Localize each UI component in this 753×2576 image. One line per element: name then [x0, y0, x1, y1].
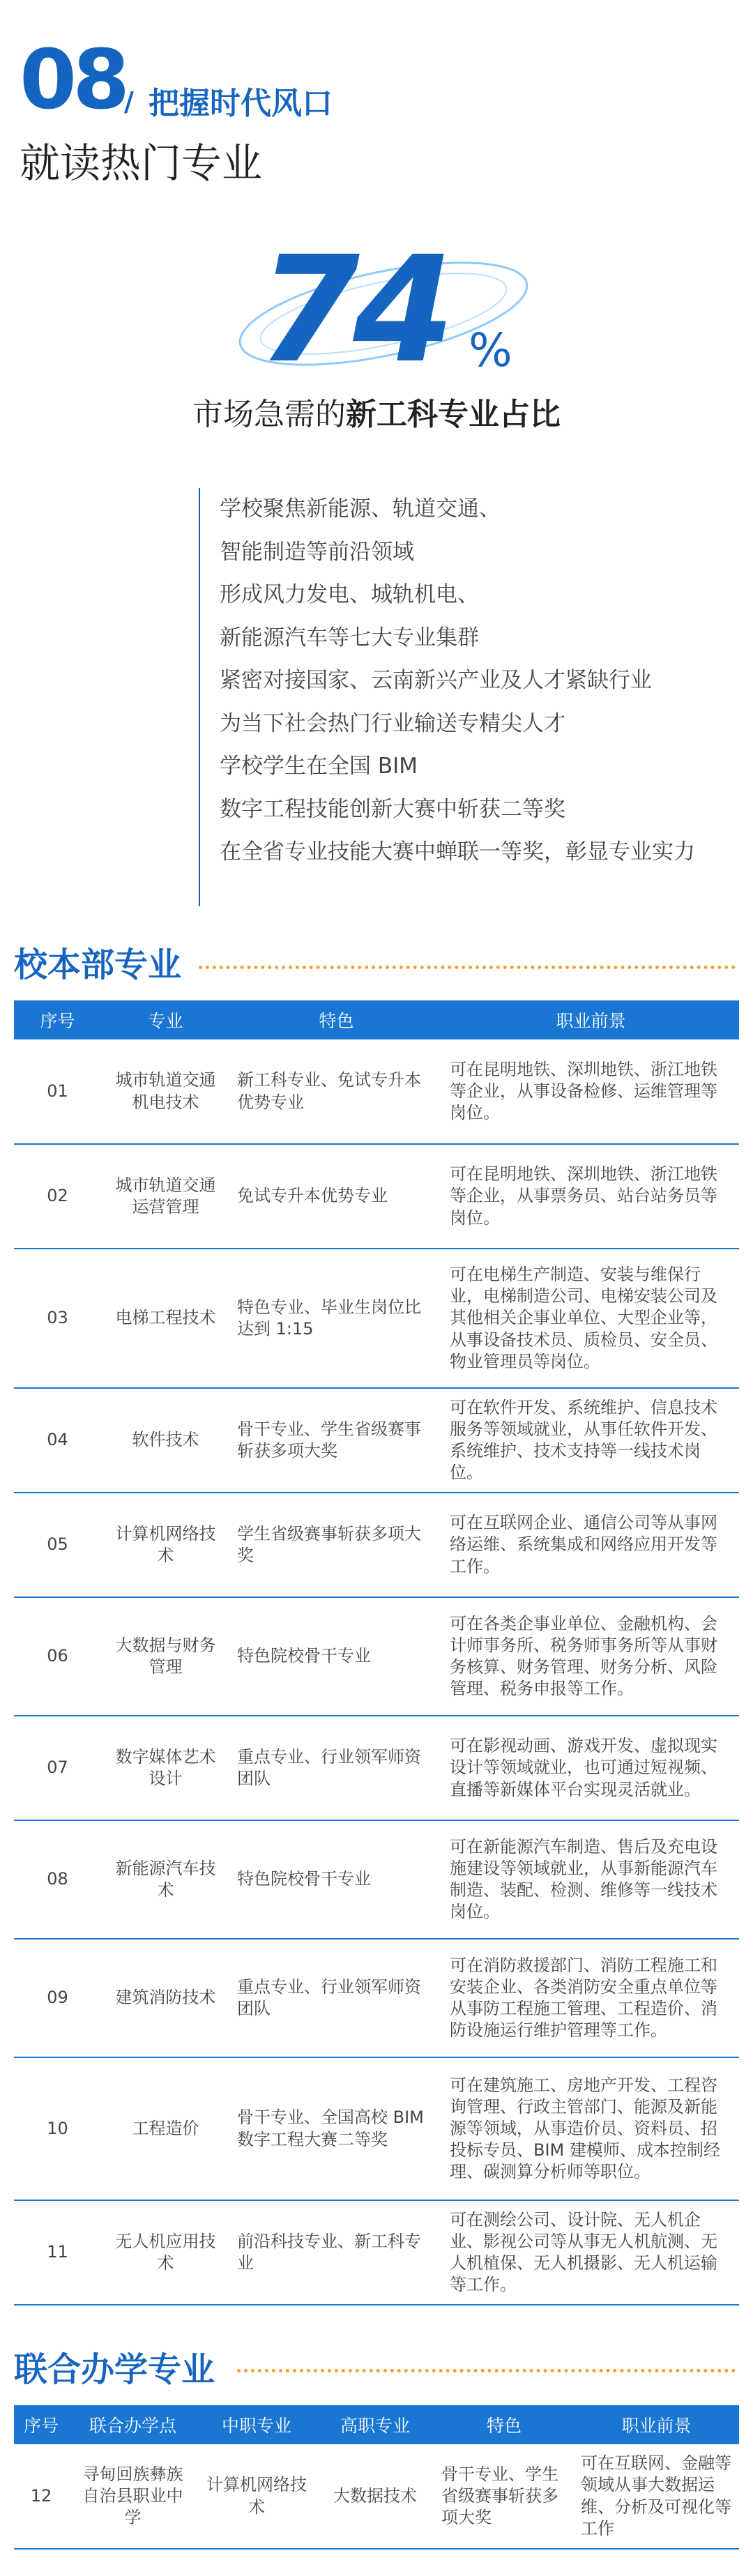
- col-header: 专业: [101, 1000, 230, 1039]
- major-name: 计算机网络技术: [101, 1493, 230, 1597]
- higher-major: 大数据技术: [316, 2444, 434, 2549]
- table-row: [14, 1939, 739, 2057]
- career-prospect: 可在昆明地铁、深圳地铁、浙江地铁等企业，从事设备检修、运维管理等岗位。: [443, 1039, 739, 1144]
- col-header: 高职专业: [316, 2405, 434, 2444]
- secondary-major: 计算机网络技术: [197, 2444, 316, 2549]
- section2-dots-divider: [237, 2369, 736, 2372]
- section2-title: 联合办学专业: [14, 2350, 215, 2389]
- section1-dots-divider: [199, 966, 736, 969]
- row-number: 09: [14, 1939, 101, 2057]
- major-feature: 特色专业、毕业生岗位比达到 1:15: [230, 1249, 443, 1388]
- table-row: [14, 1039, 739, 1144]
- slash-divider: /: [124, 86, 134, 117]
- career-prospect: 可在软件开发、系统维护、信息技术服务等领域就业，从事任软件开发、系统维护、技术支持等一线技术岗位。: [443, 1388, 739, 1493]
- section-number: 08: [20, 31, 126, 128]
- table-row: [14, 1716, 739, 1820]
- table-row: [14, 2057, 739, 2200]
- hero-caption: [0, 389, 753, 434]
- major-feature: 骨干专业、学生省级赛事斩获多项大奖: [230, 1388, 443, 1493]
- intro-line: 智能制造等前沿领域: [220, 539, 414, 565]
- col-header: 序号: [14, 1000, 101, 1039]
- col-header: 职业前景: [574, 2405, 739, 2444]
- career-prospect: 可在各类企事业单位、金融机构、会计师事务所、税务师事务所等从事财务核算、财务管理、财务分析、风险管理、税务申报等工作。: [443, 1597, 739, 1716]
- table-row: [14, 2200, 739, 2305]
- major-name: 工程造价: [101, 2057, 230, 2200]
- major-name: 建筑消防技术: [101, 1939, 230, 2057]
- major-name: 无人机应用技术: [101, 2200, 230, 2305]
- row-number: 12: [14, 2444, 68, 2549]
- row-number: 10: [14, 2057, 101, 2200]
- career-prospect: 可在昆明地铁、深圳地铁、浙江地铁等企业，从事票务员、站台站务员等岗位。: [443, 1144, 739, 1249]
- intro-line: 学校聚焦新能源、轨道交通、: [220, 496, 501, 521]
- table-row: [14, 1249, 739, 1388]
- row-number: 01: [14, 1039, 101, 1144]
- career-prospect: 可在影视动画、游戏开发、虚拟现实设计等领域就业，也可通过短视频、直播等新媒体平台实现灵活就业。: [443, 1716, 739, 1820]
- major-feature: 新工科专业、免试专升本优势专业: [230, 1039, 443, 1144]
- col-header: 特色: [434, 2405, 574, 2444]
- career-prospect: 可在消防救援部门、消防工程施工和安装企业、各类消防安全重点单位等从事防工程施工管理、工程造价、消防设施运行维护管理等工作。: [443, 1939, 739, 2057]
- col-header: 序号: [14, 2405, 68, 2444]
- intro-line: 数字工程技能创新大赛中斩获二等奖: [220, 796, 565, 822]
- section1-table: [14, 1000, 739, 2306]
- row-number: 11: [14, 2200, 101, 2305]
- major-name: 城市轨道交通运营管理: [101, 1144, 230, 1249]
- intro-line: 紧密对接国家、云南新兴产业及人才紧缺行业: [220, 668, 652, 693]
- row-number: 06: [14, 1597, 101, 1716]
- section2-table: [14, 2405, 739, 2550]
- major-feature: 学生省级赛事斩获多项大奖: [230, 1493, 443, 1597]
- major-feature: 骨干专业、全国高校 BIM 数字工程大赛二等奖: [230, 2057, 443, 2200]
- row-number: 04: [14, 1388, 101, 1493]
- intro-line: 学校学生在全国 BIM: [220, 754, 418, 779]
- table-row: [14, 1144, 739, 1249]
- page-header: [20, 31, 738, 206]
- row-number: 03: [14, 1249, 101, 1388]
- row-number: 07: [14, 1716, 101, 1820]
- table-row: [14, 1493, 739, 1597]
- section-title: 就读热门专业: [20, 139, 263, 187]
- major-feature: 免试专升本优势专业: [230, 1144, 443, 1249]
- major-name: 软件技术: [101, 1388, 230, 1493]
- percent-value: 74: [258, 224, 448, 395]
- section1-title: 校本部专业: [14, 945, 182, 984]
- major-name: 大数据与财务管理: [101, 1597, 230, 1716]
- hero-caption-prefix: 市场急需的: [192, 397, 346, 432]
- table-row: [14, 1388, 739, 1493]
- table-row: [14, 1597, 739, 1716]
- hero-caption-bold: 新工科专业占比: [346, 397, 561, 432]
- col-header: 联合办学点: [68, 2405, 197, 2444]
- partner-school: 寻甸回族彝族自治县职业中学: [68, 2444, 197, 2549]
- intro-text-block: [199, 488, 729, 906]
- major-name: 电梯工程技术: [101, 1249, 230, 1388]
- col-header: 职业前景: [443, 1000, 739, 1039]
- major-feature: 前沿科技专业、新工科专业: [230, 2200, 443, 2305]
- major-name: 城市轨道交通机电技术: [101, 1039, 230, 1144]
- intro-line: 在全省专业技能大赛中蝉联一等奖，彰显专业实力: [220, 839, 695, 864]
- career-prospect: 可在建筑施工、房地产开发、工程咨询管理、行政主管部门、能源及新能源等领域，从事造价员、资料员、招投标专员、BIM 建模师、成本控制经理、碳测算分析师等职位。: [443, 2057, 739, 2200]
- career-prospect: 可在互联网、金融等领域从事大数据运维、分析及可视化等工作: [574, 2444, 739, 2549]
- section1-table-header: [14, 1000, 739, 1039]
- row-number: 05: [14, 1493, 101, 1597]
- major-name: 新能源汽车技术: [101, 1820, 230, 1939]
- major-feature: 重点专业、行业领军师资团队: [230, 1716, 443, 1820]
- major-feature: 特色院校骨干专业: [230, 1597, 443, 1716]
- hero-stat: [0, 224, 753, 453]
- table-row: [14, 1820, 739, 1939]
- col-header: 特色: [230, 1000, 443, 1039]
- major-name: 数字媒体艺术设计: [101, 1716, 230, 1820]
- career-prospect: 可在新能源汽车制造、售后及充电设施建设等领域就业，从事新能源汽车制造、装配、检测、维修等一线技术岗位。: [443, 1820, 739, 1939]
- section2-table-header: [14, 2405, 739, 2444]
- major-feature: 骨干专业、学生省级赛事斩获多项大奖: [434, 2444, 574, 2549]
- career-prospect: 可在电梯生产制造、安装与维保行业，电梯制造公司、电梯安装公司及其他相关企事业单位、大型企业等，从事设备技术员、质检员、安全员、物业管理员等岗位。: [443, 1249, 739, 1388]
- career-prospect: 可在测绘公司、设计院、无人机企业、影视公司等从事无人机航测、无人机植保、无人机摄影、无人机运输等工作。: [443, 2200, 739, 2305]
- intro-line: 新能源汽车等七大专业集群: [220, 625, 479, 650]
- major-feature: 特色院校骨干专业: [230, 1820, 443, 1939]
- row-number: 02: [14, 1144, 101, 1249]
- percent-sign: %: [469, 323, 512, 377]
- table-row: [14, 2444, 739, 2549]
- section-subtitle: 把握时代风口: [149, 86, 333, 121]
- row-number: 08: [14, 1820, 101, 1939]
- col-header: 中职专业: [197, 2405, 316, 2444]
- intro-line: 为当下社会热门行业输送专精尖人才: [220, 710, 565, 736]
- intro-line: 形成风力发电、城轨机电、: [220, 582, 479, 607]
- career-prospect: 可在互联网企业、通信公司等从事网络运维、系统集成和网络应用开发等工作。: [443, 1493, 739, 1597]
- major-feature: 重点专业、行业领军师资团队: [230, 1939, 443, 2057]
